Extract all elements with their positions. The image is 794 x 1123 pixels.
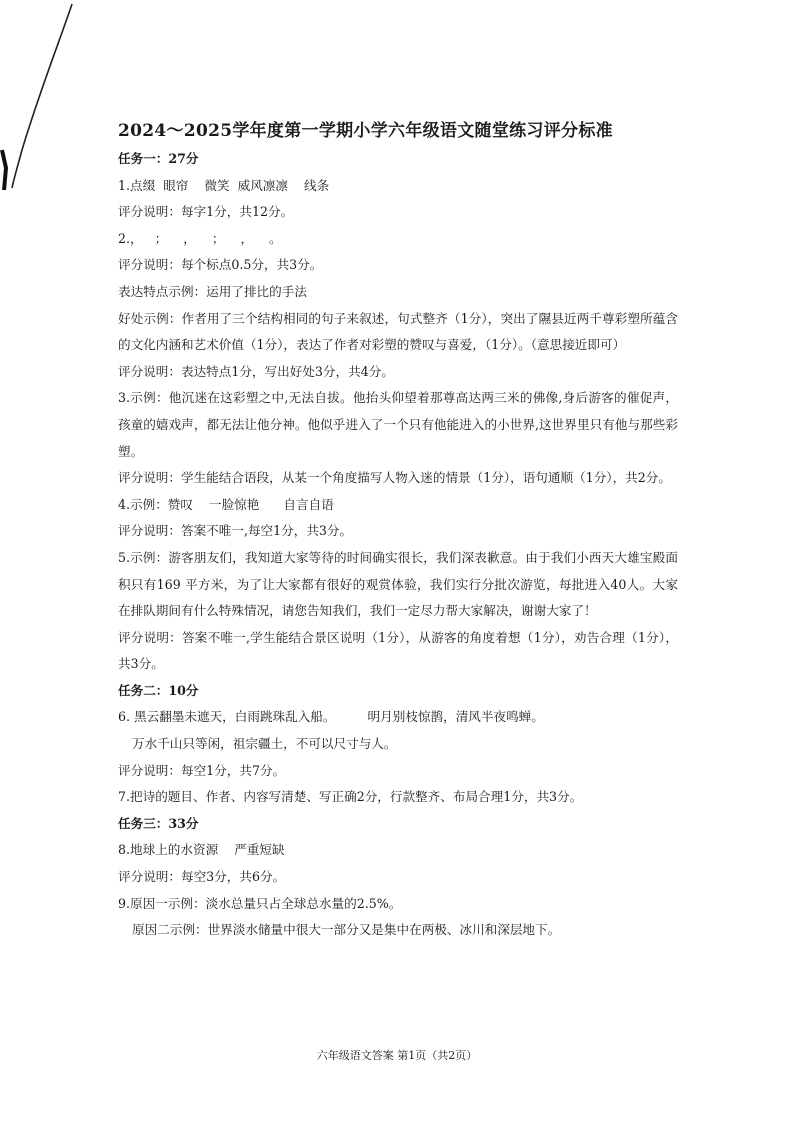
q8-answer: 8.地球上的水资源 严重短缺 [118,842,285,858]
task1-heading: 任务一：27分 [118,151,199,166]
q9-line2: 原因二示例：世界淡水储量中很大一部分又是集中在两极、冰川和深层地下。 [132,922,561,938]
q7-answer: 7.把诗的题目、作者、内容写清楚、写正确2分，行款整齐、布局合理1分，共3分。 [118,789,583,805]
q2-note2: 评分说明：表达特点1分，写出好处3分，共4分。 [118,363,394,379]
q2-benefit: 好处示例：作者用了三个结构相同的句子来叙述，句式整齐（1分），突出了隰县近两千尊彩塑所蕴含的文化内涵和艺术价值（1分），表达了作者对彩塑的赞叹与喜爱，（1分）。（意思接近即可） [118,310,678,353]
q5-note: 评分说明：答案不唯一,学生能结合景区说明（1分），从游客的角度着想（1分），劝告合理（1分），共3分。 [118,629,678,672]
q1-note: 评分说明：每字1分，共12分。 [118,204,294,220]
q2-note: 评分说明：每个标点0.5分，共3分。 [118,257,323,273]
q9-line1: 9.原因一示例：淡水总量只占全球总水量的2.5%。 [118,895,402,911]
document-page [118,118,678,944]
task3-section [118,811,678,944]
q2-feature: 表达特点示例：运用了排比的手法 [118,283,307,299]
q6-line1: 6. 黑云翻墨未遮天，白雨跳珠乱入船。 明月别枝惊鹊，清风半夜鸣蝉。 [118,709,544,725]
task2-section [118,678,678,811]
task2-heading: 任务二：10分 [118,682,199,698]
page-footer: 六年级语文答案 第1页（共2页） [316,1049,478,1062]
q4-answer: 4.示例：赞叹 一脸惊艳 自言自语 [118,496,334,512]
q3-note: 评分说明：学生能结合语段，从某一个角度描写人物入迷的情景（1分），语句通顺（1分），共2分。 [118,470,671,486]
q4-note: 评分说明：答案不唯一,每空1分，共3分。 [118,523,353,539]
task1-section [118,146,678,678]
scan-mark-line [0,0,90,200]
q3-answer: 3.示例：他沉迷在这彩塑之中,无法自拔。他抬头仰望着那尊高达两三米的佛像,身后游客的催促声，孩童的嬉戏声，都无法让他分神。他似乎进入了一个只有他能进入的小世界,这世界里只有他与那些彩塑。 [118,390,678,459]
q5-answer: 5.示例：游客朋友们，我知道大家等待的时间确实很长，我们深表歉意。由于我们小西天大雄宝殿面积只有169 平方米，为了让大家都有很好的观赏体验，我们实行分批次游览，每批进入40人。大家在排队期间有什么特殊情况，请您告知我们，我们一定尽力帮大家解决，谢谢大家了！ [118,549,678,619]
q1-answer: 1.点缀 眼帘 微笑 威风凛凛 线条 [118,177,330,193]
q6-line2: 万水千山只等闲，祖宗疆土，不可以尺寸与人。 [132,736,397,752]
q2-answer: 2.， ； ， ； ， 。 [118,230,282,246]
document-title: 2024～2025学年度第一学期小学六年级语文随堂练习评分标准 [118,121,613,141]
task3-heading: 任务三：33分 [118,815,199,831]
q6-note: 评分说明：每空1分，共7分。 [118,762,286,778]
q8-note: 评分说明：每空3分，共6分。 [118,869,286,885]
